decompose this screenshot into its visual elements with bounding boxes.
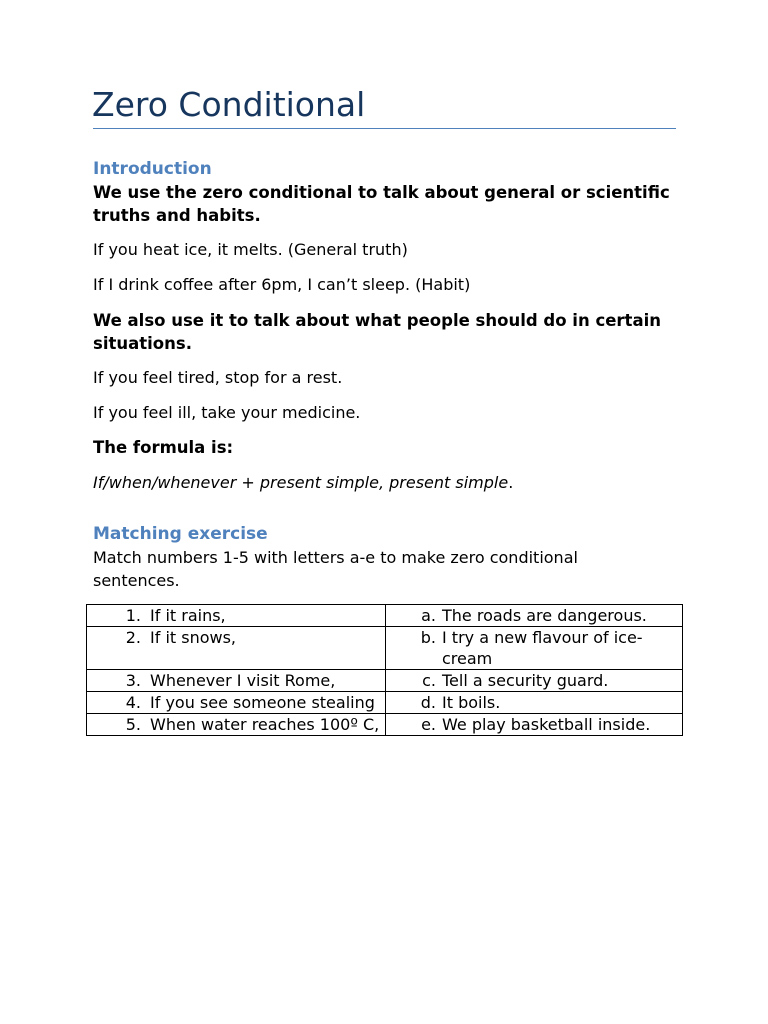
lettered-item [386, 627, 680, 669]
table-row [87, 605, 683, 627]
numbered-item [87, 714, 383, 735]
introduction-heading: Introduction [93, 159, 212, 179]
lettered-cell [386, 714, 683, 736]
table-row [87, 714, 683, 736]
table-row [87, 692, 683, 714]
item-text: I try a new flavour of ice-cream [442, 628, 643, 668]
lettered-cell [386, 605, 683, 627]
lettered-item [386, 605, 680, 626]
table-row [87, 627, 683, 670]
formula-text: If/when/whenever + present simple, present simple [93, 473, 509, 492]
numbered-cell [87, 714, 386, 736]
matching-heading: Matching exercise [93, 524, 268, 544]
formula-line [93, 471, 683, 494]
item-letter: c. [422, 671, 436, 690]
item-text: Tell a security guard. [442, 671, 609, 690]
formula-label: The formula is: [93, 438, 234, 457]
item-letter: e. [421, 715, 436, 734]
matching-instructions: Match numbers 1-5 with letters a-e to make zero conditional sentences. [93, 548, 578, 590]
lettered-item [386, 714, 680, 735]
item-number: 5. [125, 715, 141, 734]
item-letter: b. [420, 628, 436, 647]
formula-period: . [508, 473, 514, 492]
lettered-item [386, 670, 680, 691]
item-text: If it rains, [150, 606, 226, 625]
item-text: When water reaches 100º C, [150, 715, 380, 734]
item-letter: a. [421, 606, 436, 625]
numbered-item [87, 605, 383, 626]
numbered-item [87, 627, 383, 648]
item-text: If you see someone stealing [150, 693, 375, 712]
item-number: 4. [125, 693, 141, 712]
item-text: Whenever I visit Rome, [150, 671, 336, 690]
lettered-cell [386, 692, 683, 714]
example-ill: If you feel ill, take your medicine. [93, 403, 361, 422]
example-general-truth: If you heat ice, it melts. (General truth) [93, 240, 408, 259]
item-text: It boils. [442, 693, 501, 712]
numbered-cell [87, 605, 386, 627]
rule-general-text: We use the zero conditional to talk about general or scientific truths and habits. [93, 183, 670, 225]
item-number: 3. [125, 671, 141, 690]
numbered-cell [87, 627, 386, 670]
table-row [87, 670, 683, 692]
item-text: We play basketball inside. [442, 715, 651, 734]
lettered-item [386, 692, 680, 713]
matching-table [86, 604, 683, 736]
page-title: Zero Conditional [92, 85, 366, 124]
item-text: If it snows, [150, 628, 237, 647]
numbered-cell [87, 670, 386, 692]
numbered-cell [87, 692, 386, 714]
lettered-cell [386, 670, 683, 692]
lettered-cell [386, 627, 683, 670]
item-number: 1. [125, 606, 141, 625]
item-number: 2. [125, 628, 141, 647]
item-letter: d. [420, 693, 436, 712]
rule-advice-text: We also use it to talk about what people should do in certain situations. [93, 311, 661, 353]
item-text: The roads are dangerous. [442, 606, 647, 625]
example-tired: If you feel tired, stop for a rest. [93, 368, 343, 387]
example-habit: If I drink coffee after 6pm, I can’t sleep. (Habit) [93, 275, 471, 294]
title-underline [93, 128, 676, 129]
numbered-item [87, 670, 383, 691]
numbered-item [87, 692, 383, 713]
